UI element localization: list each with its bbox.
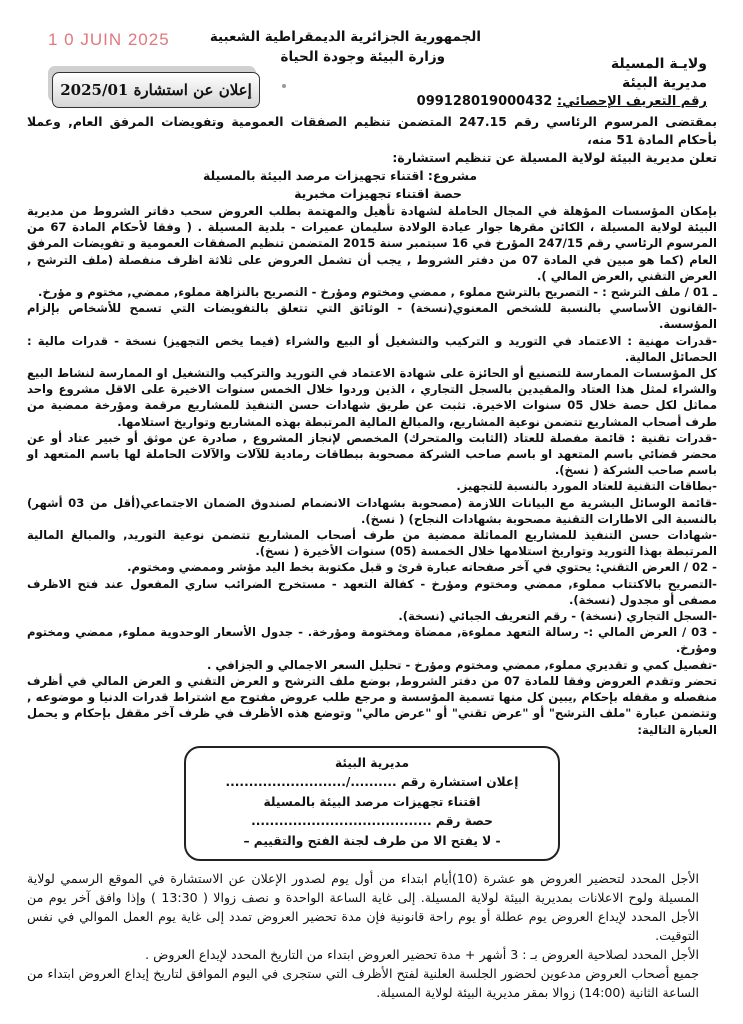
lot-title: حصة اقتناء تجهيزات مخبرية <box>294 186 462 201</box>
wilaya-heading: ولايـة المسيلة <box>610 56 707 72</box>
body-paragraph: -التصريح بالاكتتاب مملوء, ممضي ومختوم ومؤرخ - كفالة التعهد - مستخرج الضرائب ساري المفعول عند فتح الاظرف مصفى أو مجدول (نسخة). <box>27 576 717 607</box>
body-paragraph: بإمكان المؤسسات المؤهلة في المجال الحاملة لشهادة تأهيل والمهتمة بطلب العروض سحب دفاتر الشروط من مديرية البيئة لولاية المسيلة ، الكائن مقرها جوار عيادة الولادة سليمان عميرات - بلدية المسيلة . ( وفقا لأحكام المادة 67 من المرسوم الرئاسي رقم 247/15 المؤرخ في 16 سبتمبر سنة 2015 المتضمن تنظيم الصفقات العمومية و تفويضات المرفق العام (كما هو مبين في المادة 07 من دفتر الشروط , يجب أن تشمل العروض على ثلاثة اظرف منفصلة (ملف الترشح , العرض التقني ,العرض المالي ). <box>27 204 718 283</box>
envelope-lot-number: حصة رقم ....................................... <box>251 814 493 829</box>
envelope-consultation-number: إعلان استشارة رقم ........../.......................... <box>225 775 519 790</box>
intro-announcement: تعلن مديرية البيئة لولاية المسيلة عن تنظيم استشارة: <box>392 150 717 165</box>
opening-session: جميع أصحاب العروض مدعوين لحضور الجلسة العلنية لفتح الأظرف التي ستجرى في اليوم الموافق لتاريخ إيداع العروض ابتداء من الساعة الثانية (14:00) زوالا بمقر مديرية البيئة لولاية المسيلة. <box>27 966 699 1001</box>
body-paragraph: -قائمة الوسائل البشرية مع البيانات اللازمة (مصحوبة بشهادات الانضمام لصندوق الضمان الاجتماعي(أقل من 03 أشهر) بالنسبة الى الاطارات التقنية مصحوبة بشهادات النجاح) ( نسخ). <box>27 495 717 526</box>
envelope-do-not-open: - لا يفتح الا من طرف لجنة الفتح والتقييم – <box>243 833 501 848</box>
deadlines-section <box>27 869 717 1002</box>
date-stamp: 1 0 JUIN 2025 <box>48 30 170 49</box>
announcement-title-box <box>52 72 260 108</box>
validity-period: الأجل المحدد لصلاحية العروض بـ : 3 أشهر + مدة تحضير العروض ابتداء من التاريخ المحدد لإيداع العروض . <box>145 947 699 963</box>
intro-section <box>27 113 717 203</box>
envelope-project: اقتناء تجهيزات مرصد البيئة بالمسيلة <box>263 794 481 809</box>
body-paragraph: -تفصيل كمي و تقديري مملوء, ممضي ومختوم ومؤرخ - تحليل السعر الاجمالي و الجزافي . <box>206 657 717 672</box>
directorate-heading: مديرية البيئة <box>621 75 707 91</box>
document-flow <box>27 113 717 1002</box>
republic-heading: الجمهورية الجزائرية الديمقراطية الشعبية <box>209 29 481 45</box>
preparation-deadline: الأجل المحدد لتحضير العروض هو عشرة (10)أيام ابتداء من أول يوم لصدور الإعلان عن الاستشارة في الموقع الرسمي لولاية المسيلة ولوح الاعلانات بمديرية البيئة لولاية المسيلة. إلى غاية الساعة الواحدة و نصف زوالا ( 13:30 ) وإذا وافق آخر يوم من الأجل المحدد لإيداع العروض يوم عطلة أو يوم راحة قانونية فإن مدة تحضير العروض تمدد إلى غاية يوم العمل الموالي في نفس التوقيت. <box>27 871 700 944</box>
announcement-title: إعلان عن استشارة 2025/01 <box>60 81 252 99</box>
body-paragraph: ـ 01 / ملف الترشح : - التصريح بالترشح مملوء , ممضي ومختوم ومؤرخ - التصريح بالنزاهة مملوء, ممضي, مختوم و مؤرخ. <box>38 285 717 300</box>
body-paragraph: -شهادات حسن التنفيذ للمشاريع المماثلة ممضية من طرف أصحاب المشاريع تتضمن نوعية التوريد, والمبالغ المالية المرتبطة بهذا التوريد وتواريخ استلامها خلال الخمسة (05) سنوات الأخيرة ( نسخ). <box>27 528 717 559</box>
envelope-directorate: مديرية البيئة <box>334 755 410 770</box>
body-paragraph: -القانون الأساسي بالنسبة للشخص المعنوي(نسخة) - الوثائق التي تتعلق بالتفويضات التي تسمح للأشخاص بإلزام المؤسسة. <box>27 301 717 332</box>
stat-id-label: رقم التعريف الإحصائي: <box>556 94 707 109</box>
envelope-label-box <box>184 746 560 862</box>
body-paragraph: -قدرات مهنية : الاعتماد في التوريد و التركيب والتشغيل أو البيع والشراء (فيما يخص التجهيز) نسخة - قدرات مالية : الحصائل المالية. <box>27 333 717 364</box>
intro-legal-basis: بمقتضى المرسوم الرئاسي رقم 247.15 المتضمن تنظيم الصفقات العمومية وتفويضات المرفق العام, وعملا بأحكام المادة 51 منه، <box>27 114 717 147</box>
stat-id-value: 099128019000432 <box>416 94 553 109</box>
project-title: مشروع: اقتناء تجهيزات مرصد البيئة بالمسيلة <box>203 168 477 183</box>
ministry-heading: وزارة البيئة وجودة الحياة <box>280 49 445 65</box>
body-paragraph: -السجل التجاري (نسخة) - رقم التعريف الجبائي (نسخة). <box>398 609 717 624</box>
statistical-id <box>417 93 707 111</box>
body-paragraph: - 03 / العرض المالي :- رسالة التعهد مملوءة, ممضاة ومختومة ومؤرخة. - جدول الأسعار الوحدوية مملوء, ممضي ومختوم ومؤرخ. <box>27 625 717 656</box>
body-paragraph: كل المؤسسات الممارسة للتصنيع أو الحائزة على شهادة الاعتماد في التوريد والتركيب والتشغيل او الممارسة لنشاط البيع والشراء لمثل هذا العتاد والمقيدين بالسجل التجاري ، الذين وردوا خلال الخمس سنوات الاخيرة على الاقل مشروع واحد مماثل لكل حصة خلال 05 سنوات الاخيرة. تثبت عن طريق شهادات حسن التنفيذ للمشاريع مرقمة ومؤرخة ممضية من طرف أصحاب المشاريع تتضمن نوعية المشاريع، والمبالغ المالية المرتبطة بهذه المشاريع وتواريخ استلامها. <box>27 366 717 429</box>
conditions-body <box>27 203 717 738</box>
body-paragraph: - 02 / العرض التقني: يحتوي في آخر صفحاته عبارة قرئ و قبل مكتوبة بخط اليد مؤشر وممضي ومختوم. <box>127 560 717 575</box>
body-paragraph: -قدرات تقنية : قائمة مفصلة للعتاد (الثابت والمتحرك) المخصص لإنجاز المشروع , صادرة عن موثق أو خبير عتاد أو عن محضر قضائي باسم المتعهد او باسم صاحب الشركة مصحوبة ببطاقات رمادية للآلات والآلات الحاملة لها باسم المتعهد او باسم صاحب الشركة ( نسخ). <box>27 430 717 478</box>
scan-dot <box>282 84 286 88</box>
body-paragraph: -بطاقات التقنية للعتاد المورد بالنسبة للتجهيز. <box>456 479 717 494</box>
body-paragraph: تحضر وتقدم العروض وفقا للمادة 07 من دفتر الشروط, بوضع ملف الترشح و العرض التقني و العرض المالي في أظرف منفصله و مقفله بإحكام ,يبين كل منها تسمية المؤسسة و مرجع طلب عروض مفتوح مع اشتراط قدرات الدنيا و موضوعه , وتتضمن عبارة "ملف الترشح" أو "عرض تقني" أو "عرض مالي" وتوضع هذه الأظرف في ظرف آخر مقفل بإحكام و يحمل العبارة التالية: <box>27 673 718 737</box>
